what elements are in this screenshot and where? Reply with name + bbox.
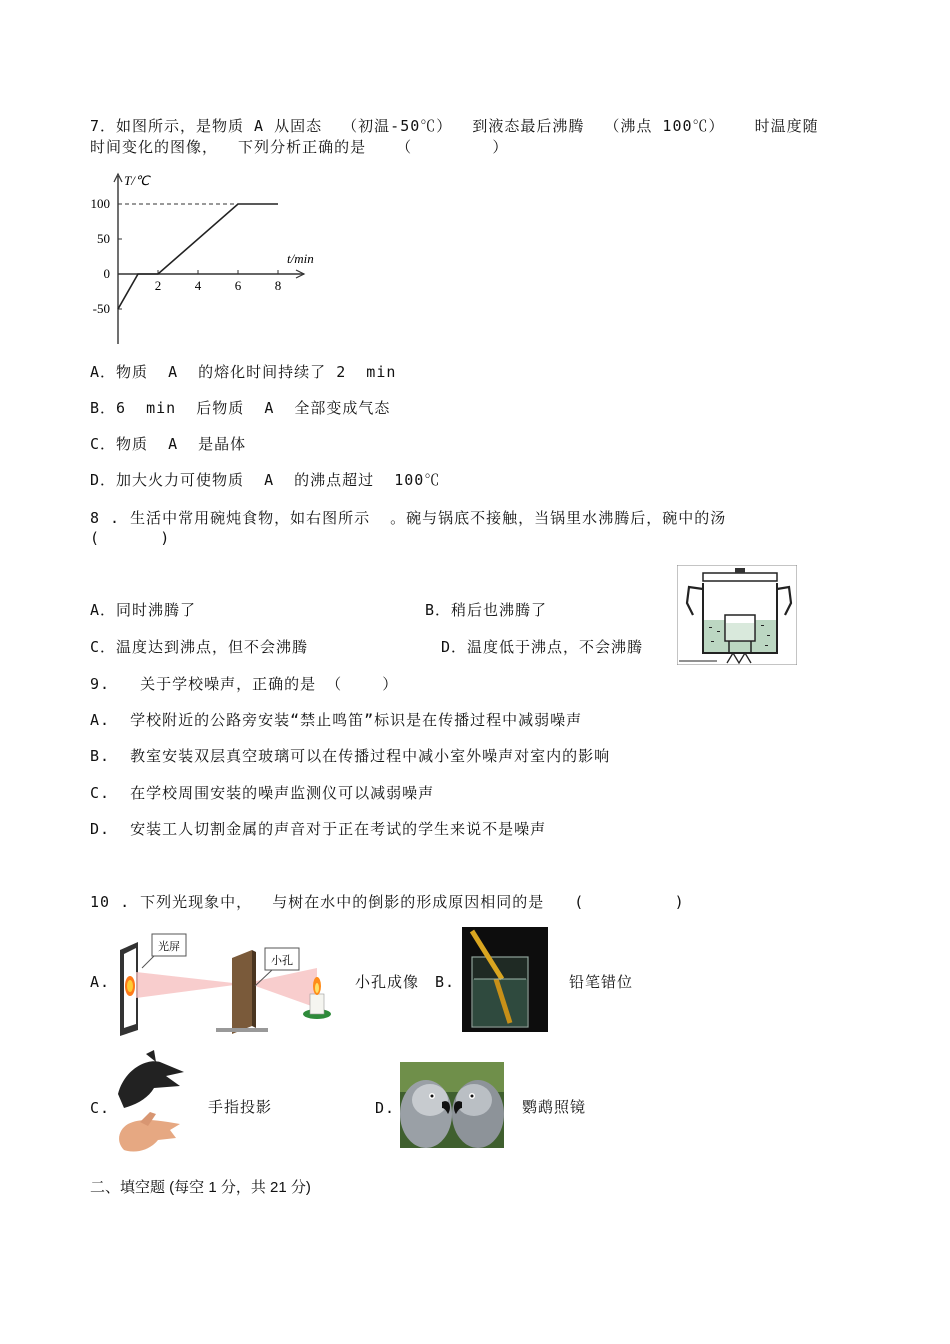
chart-y-axis-label: T/℃ [124,173,150,188]
chart-x-axis-label: t/min [287,251,314,266]
q7-option-b: B．6 min 后物质 A 全部变成气态 [90,399,391,417]
chart-y-tick-label: -50 [92,301,110,316]
q8-option-a: A．同时沸腾了 [90,601,197,619]
q8-stem-line2: ( ) [90,529,171,547]
q8-option-b: B．稍后也沸腾了 [425,601,548,619]
q10-option-d-caption: 鹦鹉照镜 [522,1098,587,1116]
screen-label: 光屏 [158,940,180,953]
chart-x-tick-label: 4 [194,278,202,293]
q7-option-d: D．加大火力可使物质 A 的沸点超过 100℃ [90,471,441,489]
chart-y-tick-label: 0 [103,266,110,281]
q10-option-c-letter: C. [90,1099,111,1117]
q8-option-d: D．温度低于沸点，不会沸腾 [441,638,644,656]
pinhole-imaging-figure [112,928,342,1036]
q9-stem: 9. 关于学校噪声，正确的是 （ ） [90,675,399,693]
q7-option-a: A．物质 A 的熔化时间持续了 2 min [90,363,397,381]
chart-x-tick-label: 2 [154,278,162,293]
chart-y-tick-label: 100 [90,196,110,211]
q10-option-a-letter: A. [90,973,111,991]
q10-option-a-caption: 小孔成像 [355,973,420,991]
q10-stem: 10 . 下列光现象中， 与树在水中的倒影的形成原因相同的是 ( ) [90,893,685,911]
chart-x-tick-label: 8 [274,278,282,293]
pencil-in-water-figure [462,927,548,1032]
q9-option-c: C. 在学校周围安装的噪声监测仪可以减弱噪声 [90,784,435,802]
q9-option-d: D. 安装工人切割金属的声音对于正在考试的学生来说不是噪声 [90,820,547,838]
q7-option-c: C．物质 A 是晶体 [90,435,247,453]
pot-with-bowl-figure [677,565,797,665]
chart-y-tick-label: 50 [97,231,110,246]
section2-title: 二、填空题 (每空 1 分，共 21 分) [90,1179,311,1196]
pinhole-label: 小孔 [271,954,293,967]
hand-shadow-figure [110,1050,186,1158]
q8-option-c: C．温度达到沸点，但不会沸腾 [90,638,309,656]
q10-option-b-caption: 铅笔错位 [569,973,634,991]
q10-option-b-letter: B. [435,973,456,991]
q9-option-b: B. 教室安装双层真空玻璃可以在传播过程中减小室外噪声对室内的影响 [90,747,611,765]
q10-option-d-letter: D. [375,1099,396,1117]
chart-plot-area [91,174,305,344]
q10-option-c-caption: 手指投影 [208,1098,273,1116]
q7-stem-line2: 时间变化的图像， 下列分析正确的是 （ ） [90,138,509,156]
chart-series-line [118,204,278,309]
q9-option-a: A. 学校附近的公路旁安装“禁止鸣笛”标识是在传播过程中减弱噪声 [90,711,583,729]
temperature-time-chart [82,168,332,348]
parrot-mirror-figure [400,1062,504,1148]
q7-stem-line1: 7．如图所示，是物质 A 从固态 （初温-50℃） 到液态最后沸腾 （沸点 100℃） 时温度随 [90,117,819,135]
chart-x-tick-label: 6 [234,278,242,293]
q8-stem-line1: 8 . 生活中常用碗炖食物，如右图所示 。碗与锅底不接触，当锅里水沸腾后，碗中的汤 [90,509,727,527]
